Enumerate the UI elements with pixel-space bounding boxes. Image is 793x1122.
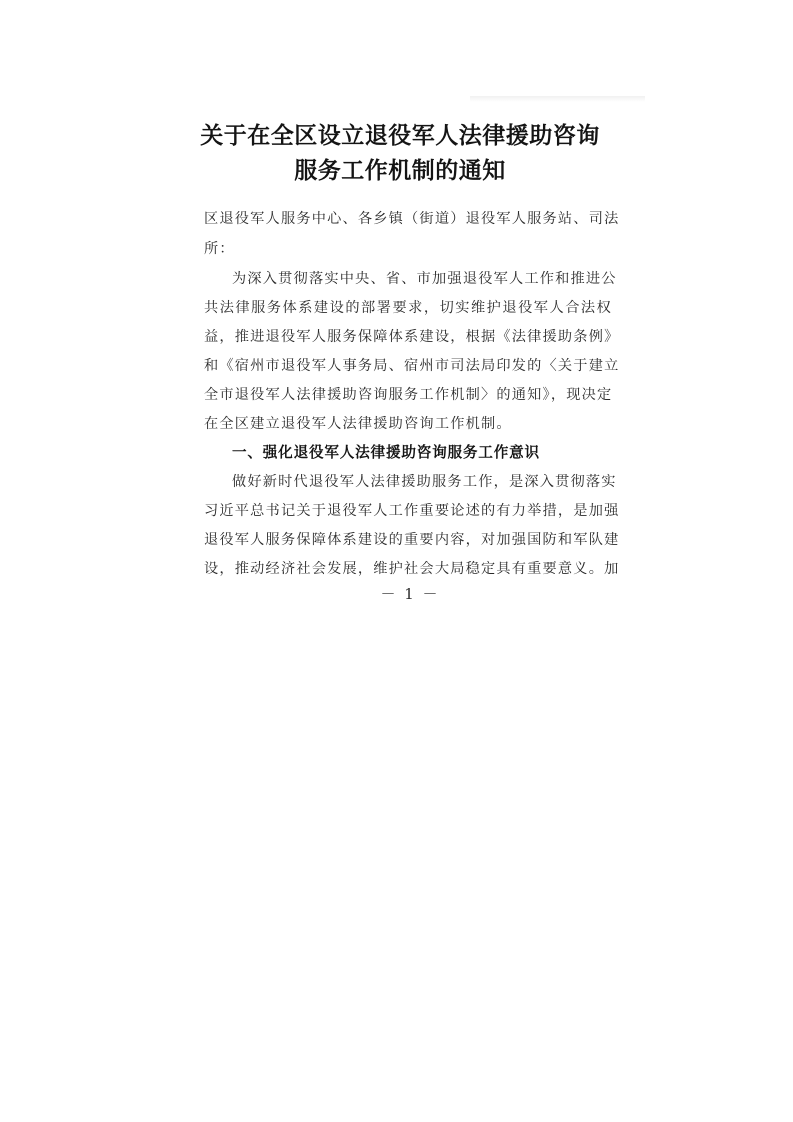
addressee-line-1: 区退役军人服务中心、各乡镇（街道）退役军人服务站、司法 <box>204 211 620 227</box>
addressee-line-2: 所： <box>204 241 235 257</box>
paragraph-2-line-2: 习近平总书记关于退役军人工作重要论述的有力举措，是加强 <box>204 503 620 519</box>
paragraph-1-line-4: 和《宿州市退役军人事务局、宿州市司法局印发的〈关于建立 <box>204 358 620 374</box>
scan-shadow <box>470 96 645 102</box>
paragraph-1-line-6: 在全区建立退役军人法律援助咨询工作机制。 <box>204 416 512 432</box>
paragraph-1-line-2: 共法律服务体系建设的部署要求，切实维护退役军人合法权 <box>204 300 612 316</box>
document-title-line-1: 关于在全区设立退役军人法律援助咨询 <box>200 122 600 149</box>
document-title-line-2: 服务工作机制的通知 <box>294 157 506 184</box>
paragraph-1-line-3: 益，推进退役军人服务保障体系建设，根据《法律援助条例》 <box>204 329 620 345</box>
paragraph-1-line-1: 为深入贯彻落实中央、省、市加强退役军人工作和推进公 <box>232 271 617 287</box>
paragraph-2-line-3: 退役军人服务保障体系建设的重要内容，对加强国防和军队建 <box>204 532 620 548</box>
paragraph-1-line-5: 全市退役军人法律援助咨询服务工作机制〉的通知》，现决定 <box>204 387 613 403</box>
section-1-heading: 一、强化退役军人法律援助咨询服务工作意识 <box>232 444 540 461</box>
paragraph-2-line-1: 做好新时代退役军人法律援助服务工作，是深入贯彻落实 <box>232 474 617 490</box>
paragraph-2-line-4: 设，推动经济社会发展，维护社会大局稳定具有重要意义。加 <box>204 561 620 577</box>
page-number: － 1 － <box>380 585 440 603</box>
